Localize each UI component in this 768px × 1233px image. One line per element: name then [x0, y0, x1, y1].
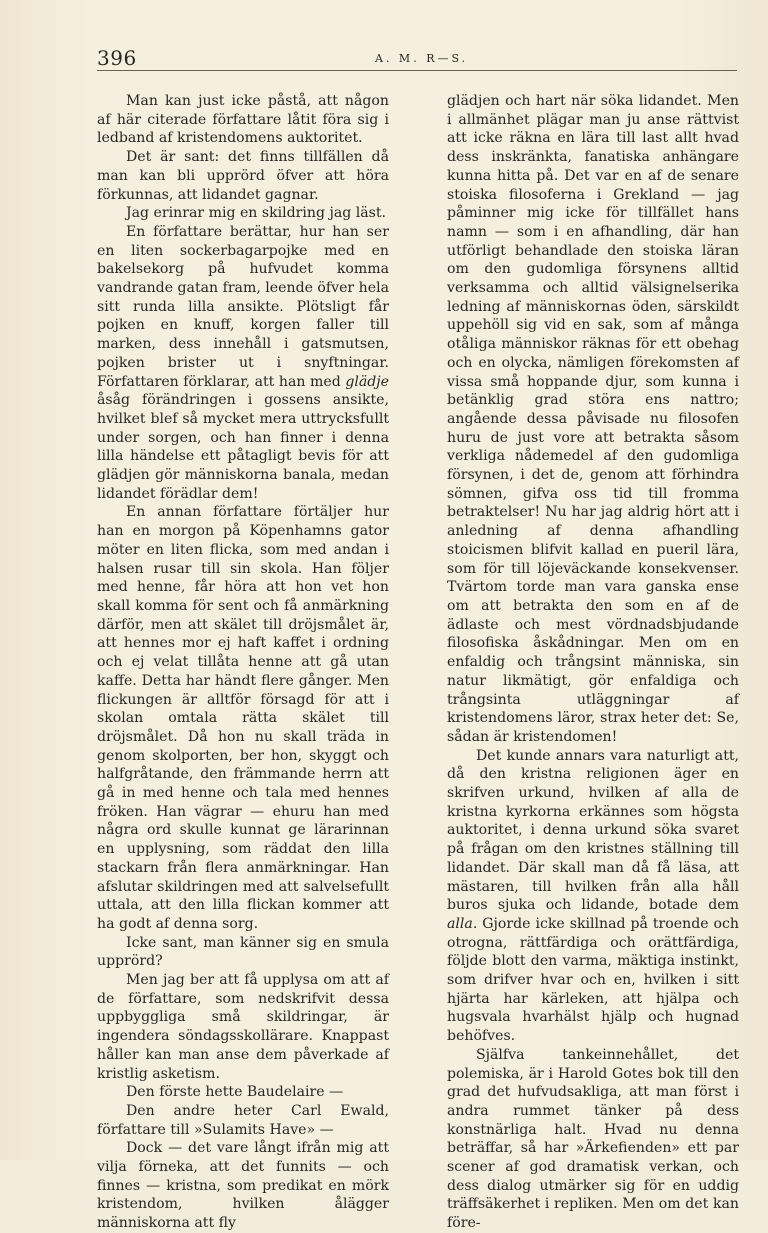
left-column — [97, 92, 389, 1233]
paragraph: Men jag ber att få upplysa om att af de författare, som nedskrifvit dessa uppbyggliga små skildringar, är ingendera söndagsskollärare. Knappast håller kan man anse dem påverkade af kristlig asketism. — [97, 972, 389, 1082]
paragraph: Icke sant, man känner sig en smula upprörd? — [97, 934, 389, 970]
paragraph: Det är sant: det finns tillfällen då man kan bli upprörd öfver att höra förkunnas, att lidandet gagnar. — [97, 149, 389, 203]
paragraph: Man kan just icke påstå, att någon af här citerade författare låtit föra sig i ledband af kristendomens auktoritet. — [97, 93, 389, 147]
text-run: Det kunde annars vara naturligt att, då den kristna religionen äger en skrifven urkund, hvilken af alla de kristna kyrkorna erkännes som högsta auktoritet, i denna urkund söka svaret på frågan om den kristnes ställning till lidandet. Där skall man då få läsa, att mästaren, till hvilken från alla håll buros sjuka och lidande, botade dem — [447, 747, 739, 914]
text-run: En författare berättar, hur han ser en liten sockerbagarpojke med en bakelsekorg på hufvudet komma vandrande gatan fram, leende öfver hela sitt runda lilla ansikte. Plötsligt får pojken en knuff, korgen faller till marken, dess innehåll i gatsmutsen, pojken brister ut i snyftningar. Författaren förklarar, att han med — [97, 223, 389, 390]
paragraph: Jag erinrar mig en skildring jag läst. — [126, 205, 387, 222]
paragraph: glädjen och hart när söka lidandet. Men i allmänhet plägar man ju anse rättvist att icke räkna en lära till last allt hvad dess inskränkta, fanatiska anhängare kunna hitta på. Det var en af de senare stoiska filosoferna i Grekland — jag påminner mig icke för tillfället hans namn — som i en afhandling, där han utförligt behandlade den stoiska läran om den gudomliga försynens alltid verksamma och alltid välsignelserika ledning af människornas öden, särskildt uppehöll sig vid en sak, som af många otåliga människor räknas för ett obehag och en olycka, nämligen förekomsten af vissa små hoppande djur, som kunna i betänklig grad störa ens nattro; angående dessa påvisade nu filosofen huru de just vore att betrakta såsom verkliga nådemedel af den gudomliga försynen, i det de, genom att förhindra sömnen, gifva oss tid till fromma betraktelser! Nu har jag aldrig hört att i anledning af denna afhandling stoicismen blifvit kallad en pueril lära, som för till löjeväckande konsekvenser. Tvärtom torde man vara ganska ense om att betrakta den som en af de ädlaste och mest vördnadsbjudande filosofiska åskådningar. Men om en enfaldig och trångsint människa, sin natur likmätigt, gör enfaldiga och trångsinta utläggningar af kristendomens läror, strax heter det: Se, sådan är kristendomen! — [447, 93, 739, 745]
paragraph — [97, 223, 389, 504]
paragraph: Dock — det vare långt ifrån mig att vilja förneka, att det funnits — och finnes — kristna, som predikat en mörk kristendom, hvilken ålägger människorna att fly — [97, 1140, 389, 1232]
header-rule — [97, 70, 737, 71]
paragraph: En annan författare förtäljer hur han en morgon på Köpenhamns gator möter en liten flicka, som med andan i halsen rusar till sin skola. Han följer med henne, får höra att hon vet hon skall komma för sent och få anmärkning därför, men att skälet till dröjsmålet är, att hennes mor ej haft kaffet i ordning och ej velat tillåta henne att gå utan kaffe. Detta har händt flere gånger. Men flickungen är alltför försagd för att i skolan omtala rätta skälet till dröjsmålet. Då hon nu skall träda in genom skolporten, ber hon, skyggt och halfgråtande, den främmande herrn att gå in med henne och tala med hennes fröken. Han vägrar — ehuru han med några ord skulle kunnat ge lärarinnan en upplysning, som räddat den lilla stackarn från flera anmärkningar. Han afslutar skildringen med att salvelsefullt uttala, att den lilla flickan kommer att ha godt af denna sorg. — [97, 504, 389, 932]
text-run: . Gjorde icke skillnad på troende och otrogna, rättfärdiga och orättfärdiga, följde blott den varma, mäktiga instinkt, som drifver hvar och en, hvilken i sitt hjärta har kärleken, att hjälpa och hugsvala hvarhälst hjälp och hugnad behöfves. — [447, 915, 739, 1045]
right-column — [447, 92, 739, 1233]
paragraph — [447, 747, 739, 1046]
page-number: 396 — [97, 46, 137, 70]
text-run: åsåg förändringen i gossens ansikte, hvilket blef så mycket mera uttrycksfullt under sorgen, och han finner i denna lilla händelse ett påtagligt bevis för att glädjen gör människorna banala, medan lidandet förädlar dem! — [97, 392, 389, 502]
paragraph: Den andre heter Carl Ewald, författare till »Sulamits Have» — — [97, 1102, 389, 1138]
emphasized-word: alla — [447, 915, 473, 932]
paragraph: Den förste hette Baudelaire — — [126, 1084, 344, 1101]
paragraph: Själfva tankeinnehållet, det polemiska, är i Harold Gotes bok till den grad det hufvudsakliga, att man först i andra rummet tänker på dess konstnärliga halt. Hvad nu denna beträffar, så har »Ärkefienden» ett par scener af god dramatisk verkan, och dess dialog utmärker sig för en uddig träffsäkerhet i repliken. Men om det kan före- — [447, 1046, 739, 1232]
emphasized-word: glädje — [345, 373, 389, 390]
page-header — [97, 42, 737, 72]
running-head: A. M. R—S. — [375, 52, 469, 65]
